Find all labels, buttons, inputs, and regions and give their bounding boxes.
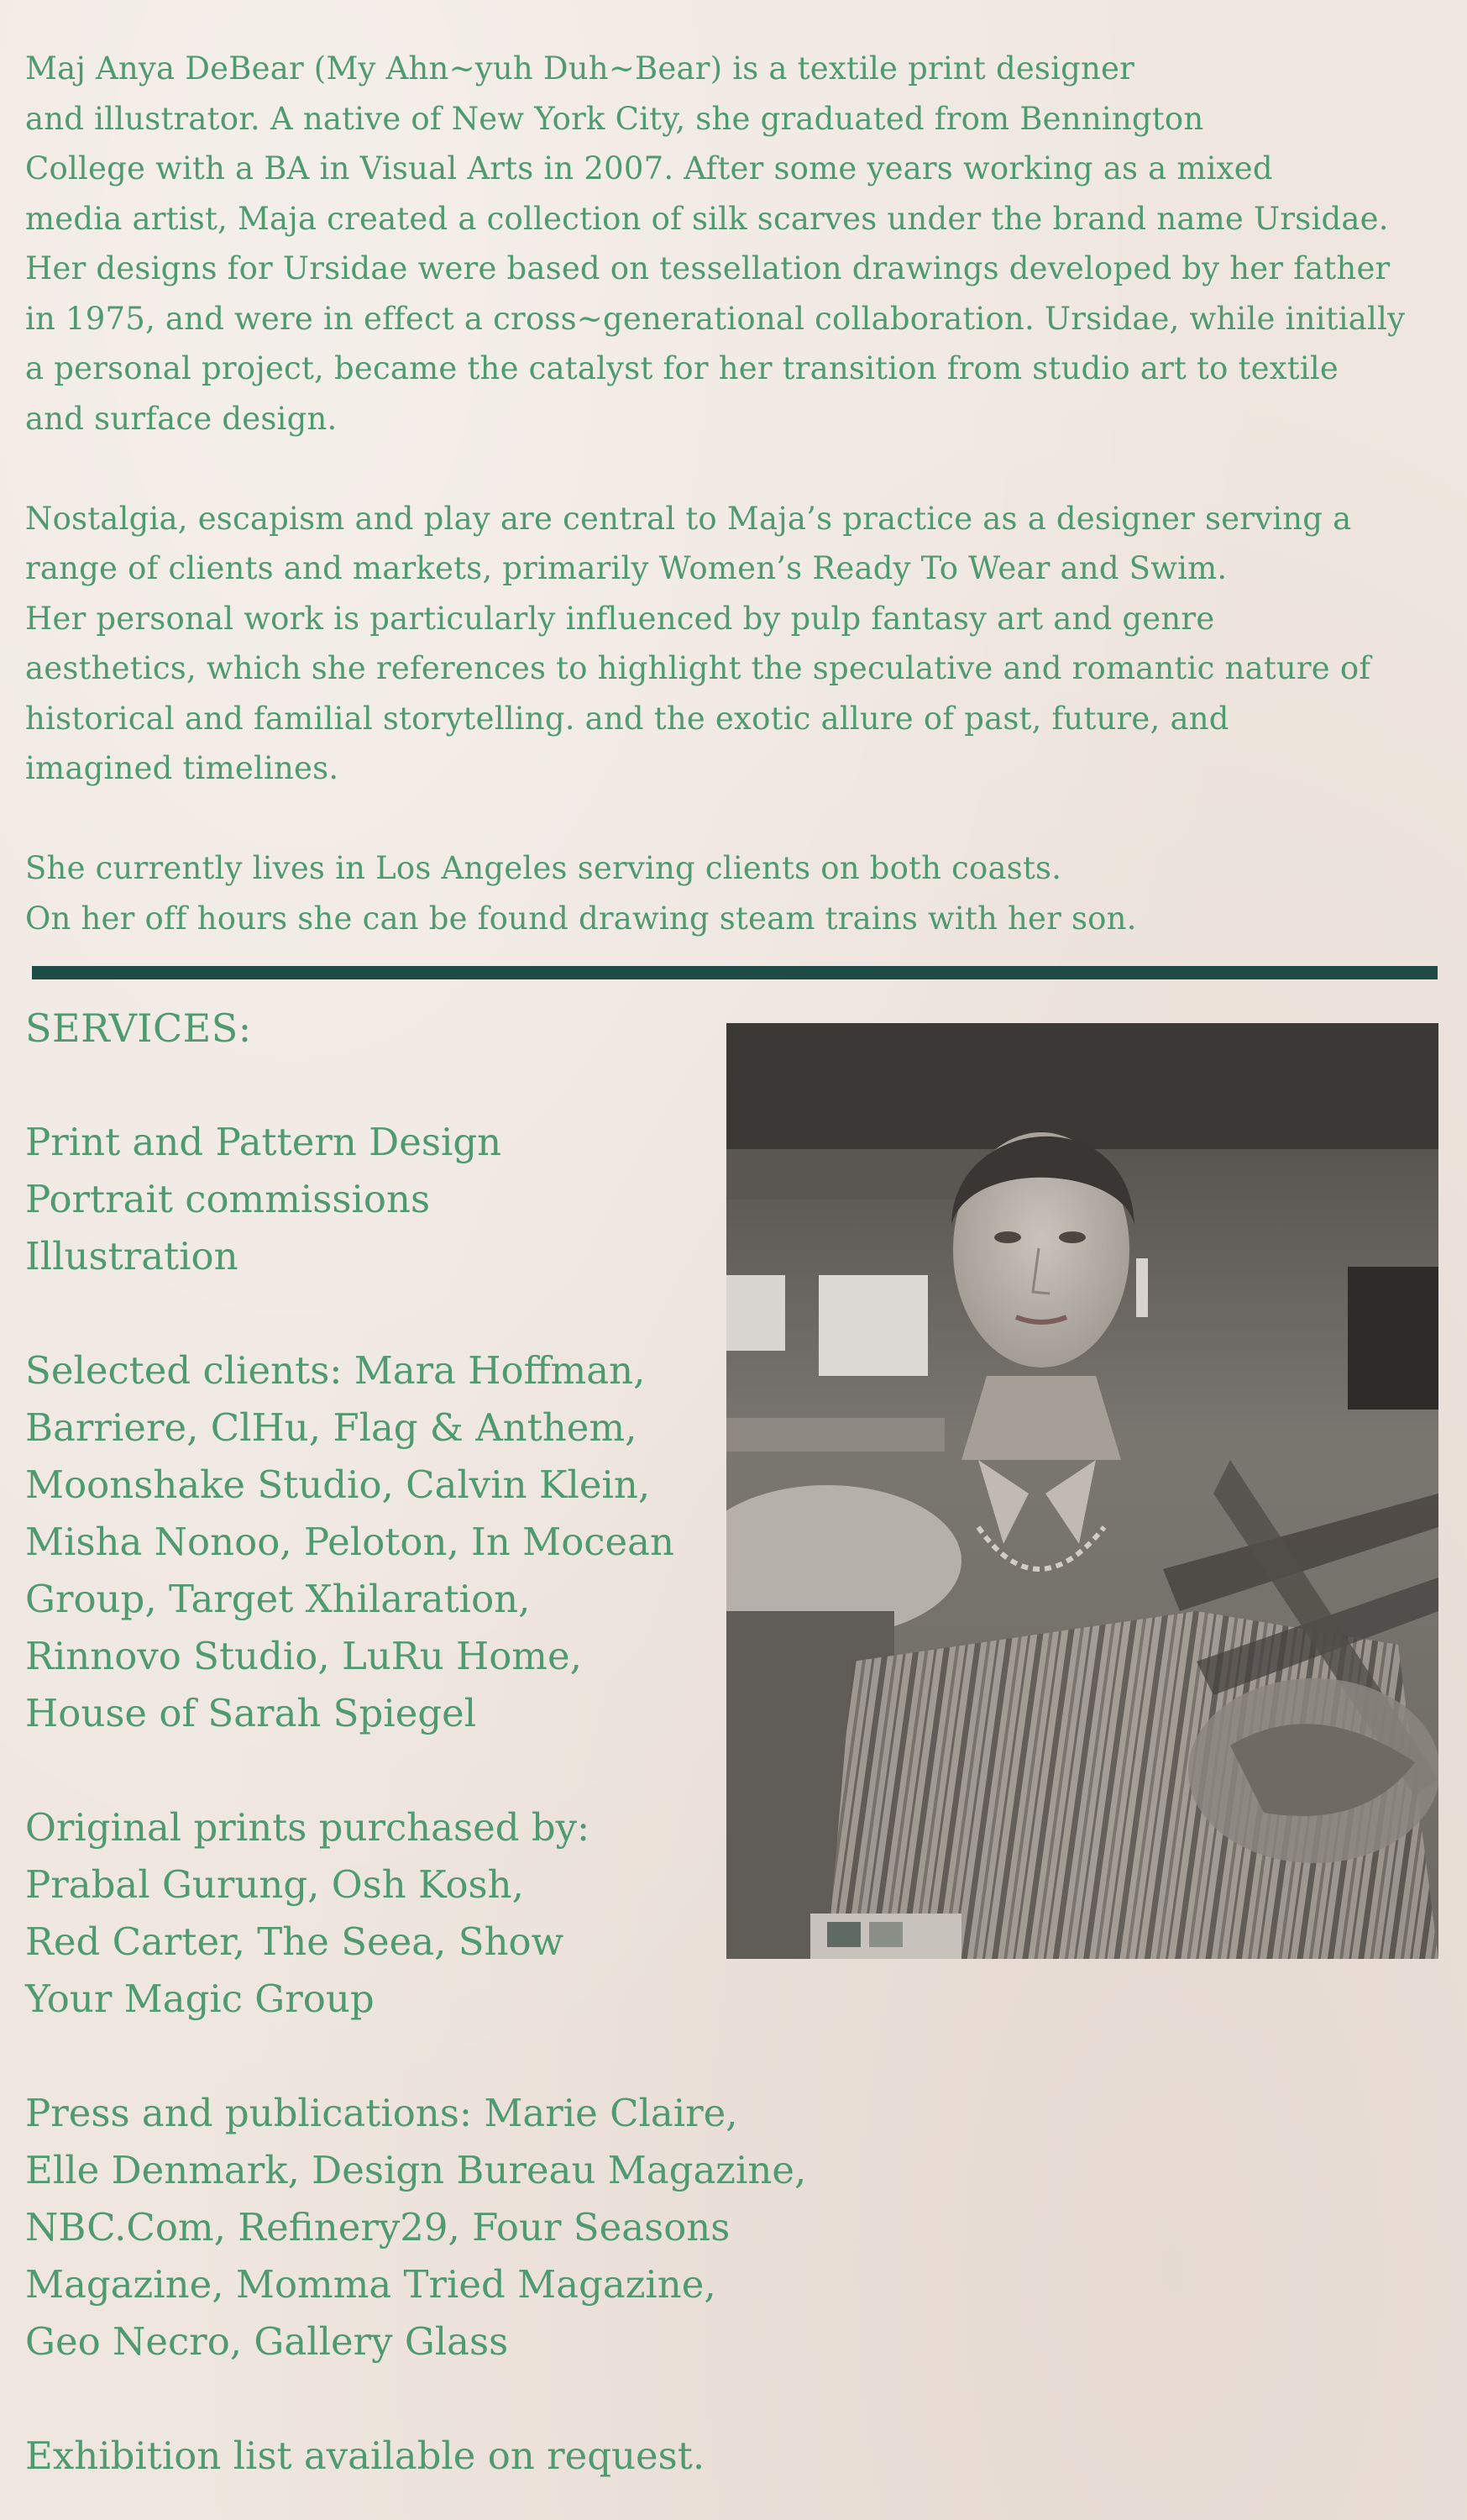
prints-line: Prabal Gurung, Osh Kosh, — [25, 1862, 524, 1907]
bio-line: Nostalgia, escapism and play are central to Maja’s practice as a designer serving a — [25, 500, 1352, 537]
bio-line: She currently lives in Los Angeles serving clients on both coasts. — [25, 850, 1062, 886]
clients-line: Barriere, ClHu, Flag & Anthem, — [25, 1405, 637, 1450]
bio-section — [25, 44, 1444, 943]
services-gap — [25, 1742, 747, 1799]
service-item: Illustration — [25, 1234, 238, 1278]
paragraph-gap — [25, 444, 1444, 494]
services-gap — [25, 2028, 747, 2085]
clients-line: Selected clients: Mara Hoffman, — [25, 1348, 646, 1393]
clients-line: House of Sarah Spiegel — [25, 1691, 477, 1735]
service-item: Portrait commissions — [25, 1177, 431, 1221]
bio-line: Maj Anya DeBear (My Ahn~yuh Duh~Bear) is a textile print designer — [25, 50, 1135, 87]
bio-line: and surface design. — [25, 400, 338, 437]
press-line: Geo Necro, Gallery Glass — [25, 2319, 509, 2364]
prints-line: Original prints purchased by: — [25, 1805, 590, 1850]
paragraph-gap — [25, 794, 1444, 844]
prints-line: Red Carter, The Seea, Show — [25, 1919, 564, 1964]
bio-line: and illustrator. A native of New York City, she graduated from Bennington — [25, 100, 1204, 137]
bio-line: On her off hours she can be found drawing steam trains with her son. — [25, 900, 1137, 937]
press-line: Elle Denmark, Design Bureau Magazine, — [25, 2148, 807, 2192]
exhibition-note: Exhibition list available on request. — [25, 2433, 705, 2478]
services-section — [25, 1000, 807, 2485]
clients-line: Rinnovo Studio, LuRu Home, — [25, 1634, 582, 1678]
services-gap — [25, 1057, 747, 1114]
bio-line: historical and familial storytelling. and the exotic allure of past, future, and — [25, 700, 1229, 737]
clients-line: Moonshake Studio, Calvin Klein, — [25, 1462, 651, 1507]
bio-line: aesthetics, which she references to highlight the speculative and romantic nature of — [25, 650, 1371, 686]
services-gap — [25, 2370, 747, 2428]
clients-line: Misha Nonoo, Peloton, In Mocean — [25, 1520, 674, 1564]
bio-line: Her designs for Ursidae were based on tessellation drawings developed by her father — [25, 250, 1391, 286]
section-divider — [32, 966, 1438, 979]
bio-line: in 1975, and were in effect a cross~generational collaboration. Ursidae, while initially — [25, 300, 1406, 337]
press-line: Press and publications: Marie Claire, — [25, 2091, 738, 2135]
portrait-illustration — [726, 1023, 1438, 1959]
bio-line: range of clients and markets, primarily Women’s Ready To Wear and Swim. — [25, 550, 1228, 586]
bio-line: a personal project, became the catalyst for her transition from studio art to textile — [25, 350, 1339, 386]
services-heading: SERVICES: — [25, 1005, 252, 1051]
service-item: Print and Pattern Design — [25, 1120, 502, 1164]
bio-line: Her personal work is particularly influenced by pulp fantasy art and genre — [25, 600, 1215, 637]
portrait-photo — [726, 1023, 1438, 1959]
prints-line: Your Magic Group — [25, 1977, 375, 2021]
services-gap — [25, 1285, 747, 1342]
bio-line: College with a BA in Visual Arts in 2007. After some years working as a mixed — [25, 150, 1273, 186]
bio-line: imagined timelines. — [25, 750, 339, 786]
bio-line: media artist, Maja created a collection of silk scarves under the brand name Ursidae. — [25, 200, 1389, 237]
clients-line: Group, Target Xhilaration, — [25, 1577, 531, 1621]
press-line: Magazine, Momma Tried Magazine, — [25, 2262, 716, 2307]
press-line: NBC.Com, Refinery29, Four Seasons — [25, 2205, 731, 2250]
